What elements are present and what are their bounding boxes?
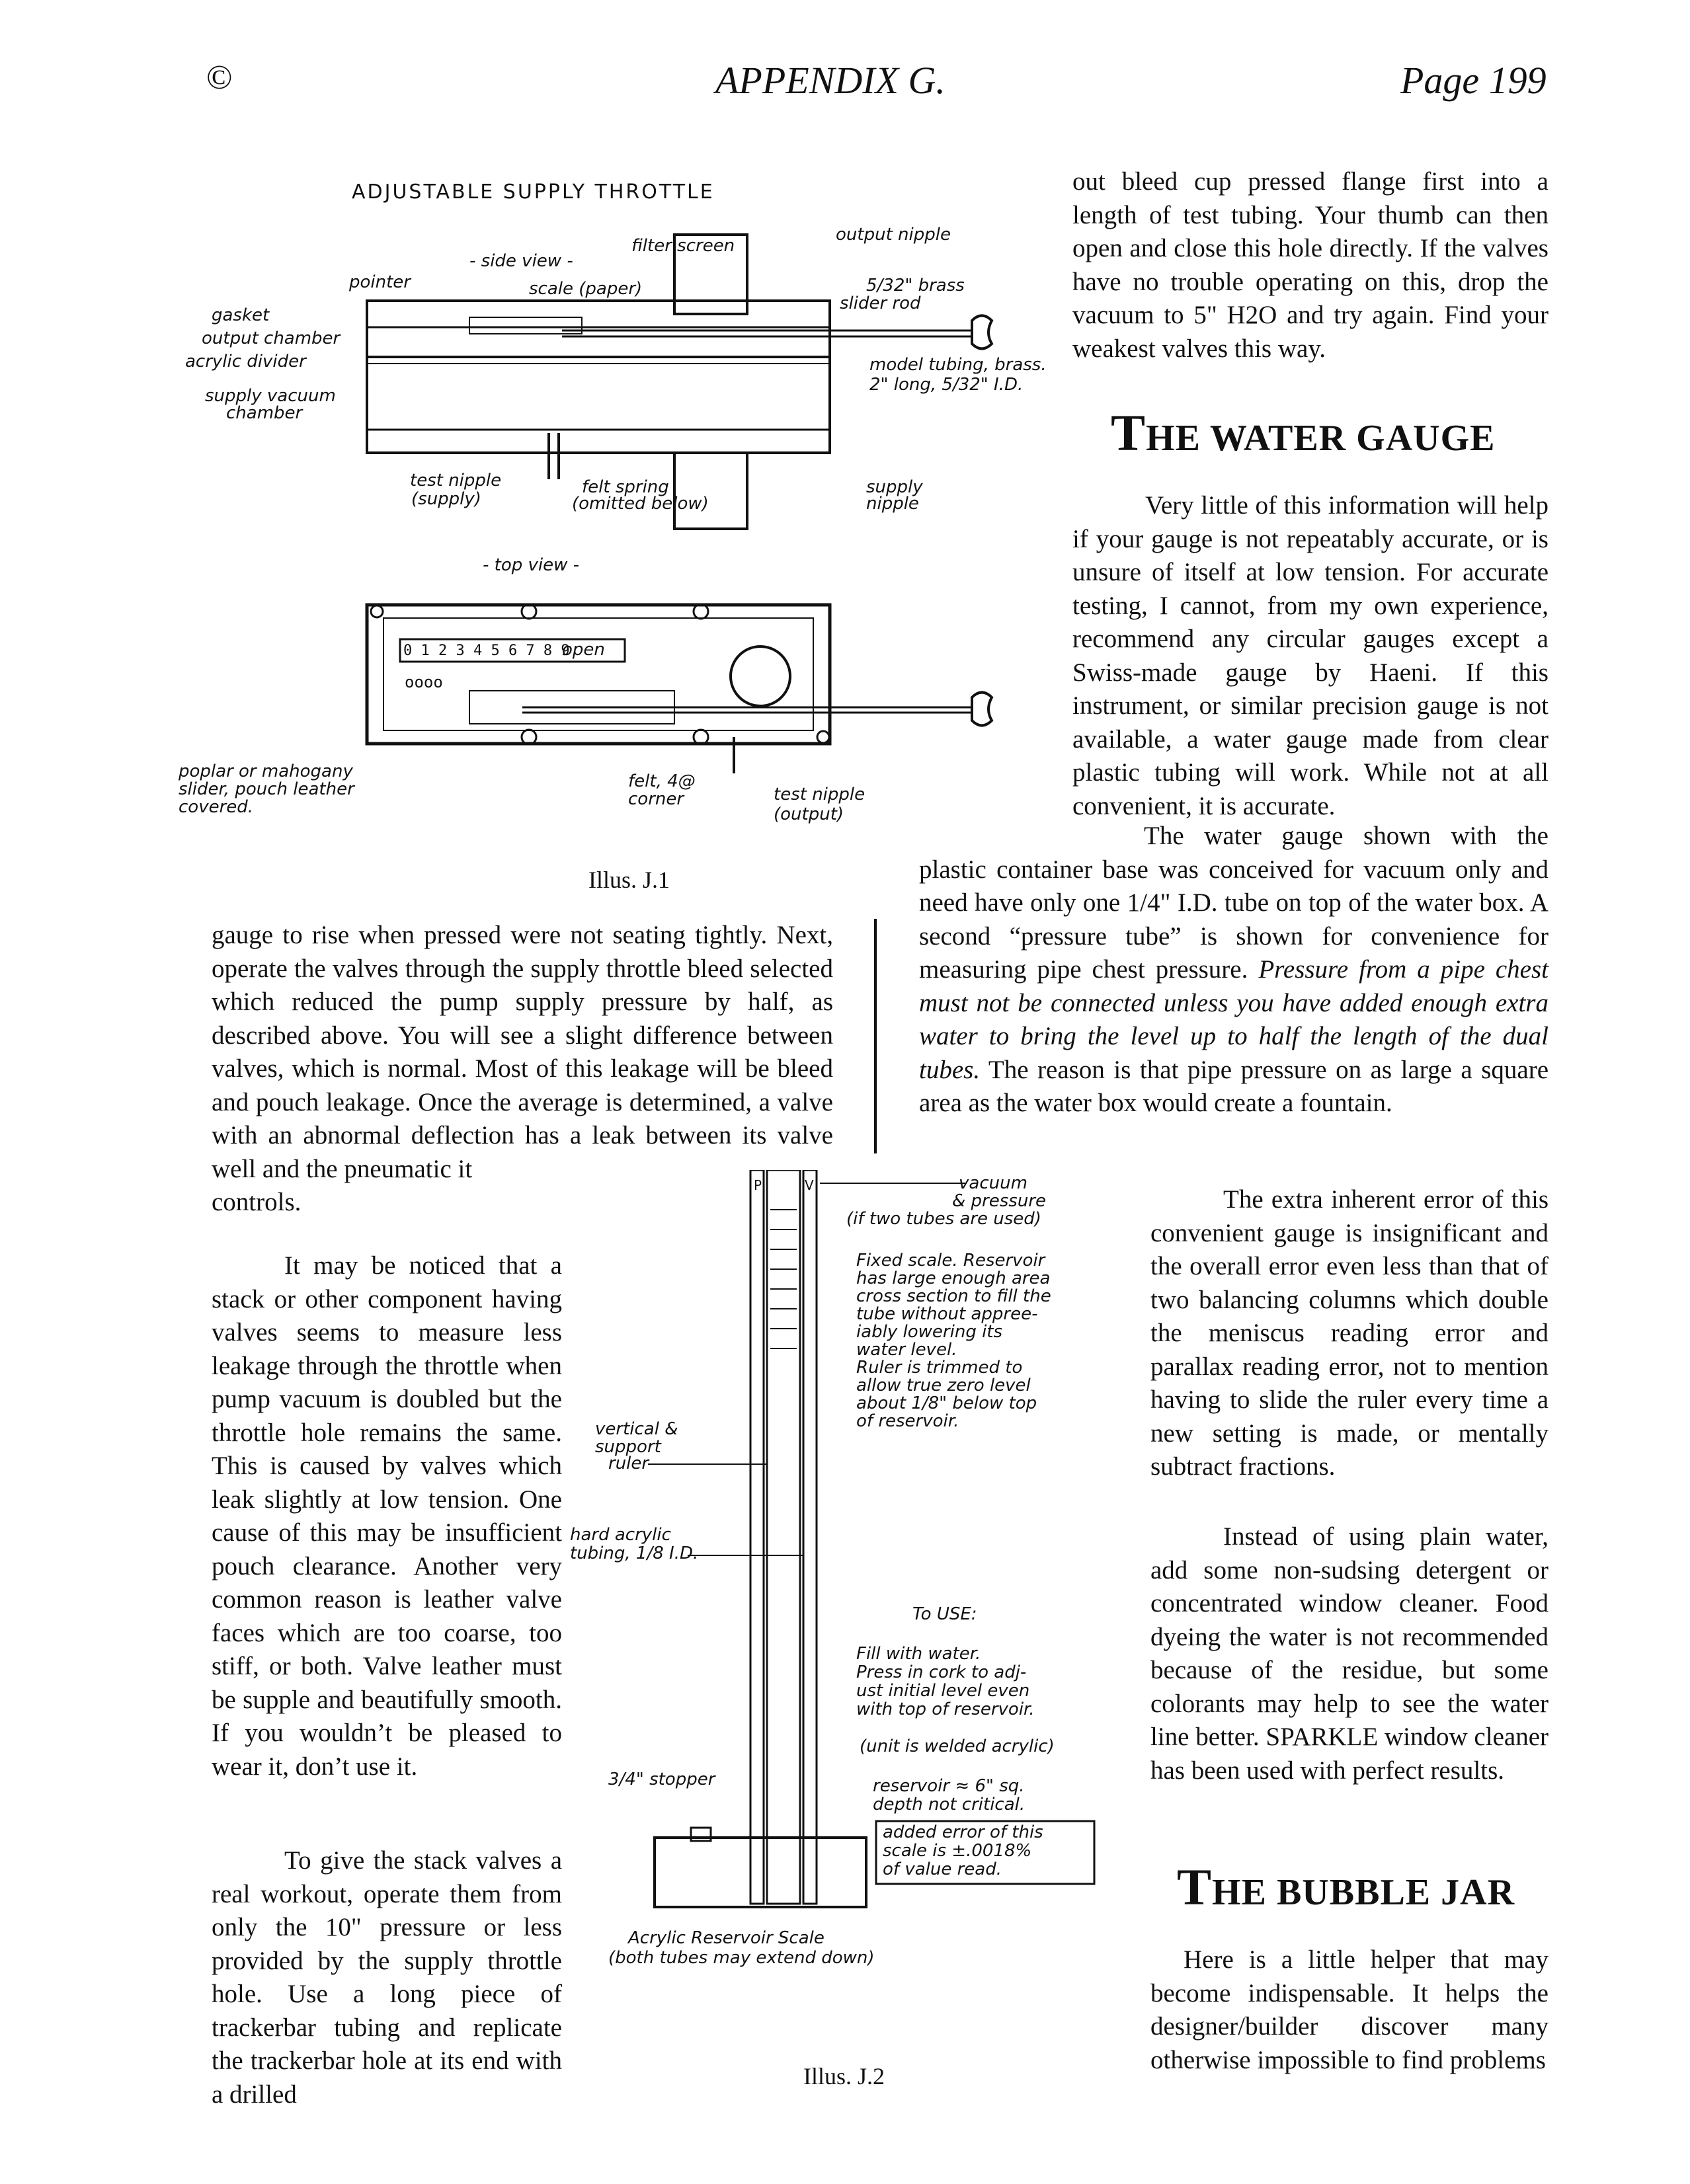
supply-nipple-label-2: nipple [866,494,919,514]
fixed-scale-line-3: cross section to fill the [856,1286,1051,1306]
felt-corner-label-1: felt, 4@ [628,771,696,791]
fixed-scale-line-10: of reservoir. [856,1411,959,1431]
supply-vacuum-label-1: supply vacuum [205,386,336,406]
supply-vacuum-label-2: chamber [226,403,303,423]
to-use-label: To USE: [912,1604,977,1624]
water-gauge-paragraph-2: The water gauge shown with the plastic container base was conceived for vacuum only and need have only one 1/4" I.D. tube on top of the water box. A second “pressure tube” is shown for convenience for measuring pipe chest pressure. Pressure from a pipe chest must not be connected unless you have added enough extra water to bring the level up to half the length of the dual tubes. The reason is that pipe pressure on as large a square area as the water box would create a fountain. [919,822,1549,1117]
fixed-scale-line-6: water level. [856,1340,957,1360]
rod-handle-side [972,316,992,349]
unit-label: (unit is welded acrylic) [860,1736,1055,1756]
fill-line-3: ust initial level even [856,1681,1030,1701]
acrylic-divider-label: acrylic divider [185,352,306,371]
felt-spring-label-1: felt spring [582,477,669,497]
felt-spring-label-2: (omitted below) [572,494,709,514]
pointer-label: pointer [349,272,411,292]
pressure-tube-letter: P [754,1177,762,1193]
vertical-ruler [767,1170,800,1904]
model-tubing-label-2: 2" long, 5/32" I.D. [869,375,1024,395]
vacuum-tube [803,1170,817,1904]
water-gauge-paragraph-1: Very little of this information will help if your gauge is not repeatably accurate, or is unsure of itself at low tension. For accurate testing, I cannot, from my own experience, recommend any circular gauges except a Swiss-made gauge by Haeni. If this instrument, or similar precision gauge is not available, a water gauge made from clear plastic tubing will work. While not at all convenient, it is accurate. [1072,491,1549,820]
side-view-label: - side view - [469,251,573,271]
both-tubes-label: (both tubes may extend down) [608,1948,875,1968]
gasket-label: gasket [212,305,270,325]
scale-digits: 0 1 2 3 4 5 6 7 8 9 [403,643,570,659]
slider-label-2: slider, pouch leather [179,779,354,799]
copyright-symbol: © [206,59,233,97]
test-nipple-output-label-1: test nipple [774,785,865,804]
illus-j1-caption: Illus. J.1 [588,867,670,893]
test-nipple-supply-label-1: test nipple [410,471,502,490]
vacuum-tube-letter: V [805,1177,814,1193]
supply-nipple-block [674,453,747,529]
right-top-paragraph: out bleed cup pressed flange first into a length of test tubing. Your thumb can then open and close this hole directly. If the valves have no trouble operating on this, drop the vacuum to 5" H2O and try again. Find your weakest valves this way. [1072,167,1549,363]
supply-hole [731,646,790,706]
scale-open-label: open [562,640,605,660]
fill-line-2: Press in cork to adj- [856,1662,1027,1682]
left-middle-paragraph: gauge to rise when pressed were not seating tightly. Next, operate the valves through the supply throttle bleed selected which reduced the pump supply pressure by half, as described above. You will see a slight difference between valves, which is normal. Most of this leakage will be bleed and pouch leakage. Once the average is determined, a valve with an abnormal deflection has a leak between its valve well and the pneumatic it [212,921,833,1183]
hard-tubing-line-1: hard acrylic [570,1525,671,1545]
error-line-3: of value read. [883,1859,1002,1879]
right-paragraph-4: Instead of using plain water, add some non-sudsing detergent or concentrated window cleaner. Food dyeing the water is not recommended because of the residue, but some colorants may help to see the water line better. SPARKLE window cleaner has been used with perfect results. [1150,1522,1549,1785]
bubble-jar-heading: THE BUBBLE JAR [1177,1858,1515,1916]
felt-corner-label-2: corner [628,789,684,809]
slider-label-1: poplar or mahogany [179,761,353,781]
throttle-title: ADJUSTABLE SUPPLY THROTTLE [352,180,715,204]
pressure-label: & pressure [952,1191,1046,1211]
scale-label: scale (paper) [529,279,643,299]
brass-rod-label-1: 5/32" brass [866,276,965,295]
reservoir-box [655,1838,866,1907]
test-nipple-output-label-2: (output) [774,804,844,824]
output-nipple-label: output nipple [836,225,951,245]
fixed-scale-line-4: tube without appree- [856,1304,1038,1324]
rod-handle-top [972,693,992,726]
left-paragraph-3: To give the stack valves a real workout, operate them from only the 10" pressure or less provided by the supply throttle hole. Use a long piece of trackerbar tubing and replicate the trackerbar hole at its end with a drilled [212,1846,562,2109]
left-paragraph-2: It may be noticed that a stack or other component having valves seems to measure less leakage through the throttle when pump vacuum is doubled but the throttle hole remains the same. This is caused by valves which leak slightly at low tension. One cause of this may be insufficient pouch clearance. Another very common reason is leather valve faces which are too coarse, too stiff, or both. Valve leather must be supple and beautifully smooth. If you wouldn’t be pleased to wear it, don’t use it. [212,1251,562,1781]
vertical-support-line-1: vertical & [595,1419,678,1439]
fixed-scale-line-9: about 1/8" below top [856,1393,1037,1413]
water-gauge-heading: THE WATER GAUGE [1111,404,1496,461]
fill-line-4: with top of reservoir. [856,1699,1035,1719]
error-line-2: scale is ±.0018% [883,1841,1032,1861]
brass-rod-label-2: slider rod [840,293,921,313]
right-paragraph-3: The extra inherent error of this convenient gauge is insignificant and the overall error even less than that of two balancing columns which double the meniscus reading error and parallax reading error, not to mention having to slide the ruler every time a new setting is made, or mentally subtract fractions. [1150,1185,1549,1481]
test-nipple-supply-label-2: (supply) [411,489,481,509]
fixed-scale-line-1: Fixed scale. Reservoir [856,1251,1045,1270]
fixed-scale-line-2: has large enough area [856,1268,1051,1288]
column-divider [874,919,877,1153]
fixed-scale-line-5: iably lowering its [856,1322,1003,1342]
fixed-scale-line-7: Ruler is trimmed to [856,1358,1023,1378]
illus-j2-caption: Illus. J.2 [803,2063,885,2089]
fill-line-1: Fill with water. [856,1644,981,1664]
reservoir-line-1: reservoir ≈ 6" sq. [873,1776,1025,1796]
pressure-tube [750,1170,764,1904]
supply-throttle-diagram [179,169,1084,863]
top-view-label: - top view - [483,555,580,575]
reservoir-line-2: depth not critical. [873,1795,1026,1814]
output-chamber-label: output chamber [202,329,341,348]
scale-holes: oooo [405,673,443,691]
left-middle-end: controls. [212,1188,302,1216]
hard-tubing-line-2: tubing, 1/8 I.D. [570,1543,699,1563]
vacuum-label: vacuum [959,1173,1027,1193]
filter-screen-label: filter screen [631,236,735,256]
page-number: Page 199 [1400,59,1547,102]
two-tubes-label: (if two tubes are used) [846,1209,1041,1229]
error-line-1: added error of this [883,1822,1043,1842]
supply-nipple-label-1: supply [866,477,923,497]
stopper-label: 3/4" stopper [608,1770,715,1789]
vertical-support-line-3: ruler [608,1454,649,1473]
slider-label-3: covered. [179,797,254,817]
fixed-scale-line-8: allow true zero level [856,1376,1031,1395]
right-paragraph-5: Here is a little helper that may become indispensable. It helps the designer/builder discover many otherwise impossible to find problems [1150,1945,1549,2074]
acrylic-reservoir-label: Acrylic Reservoir Scale [628,1928,825,1948]
model-tubing-label-1: model tubing, brass. [869,355,1047,375]
water-gauge-diagram [569,1170,1150,2056]
vertical-support-line-2: support [595,1437,661,1457]
appendix-title: APPENDIX G. [715,59,946,102]
